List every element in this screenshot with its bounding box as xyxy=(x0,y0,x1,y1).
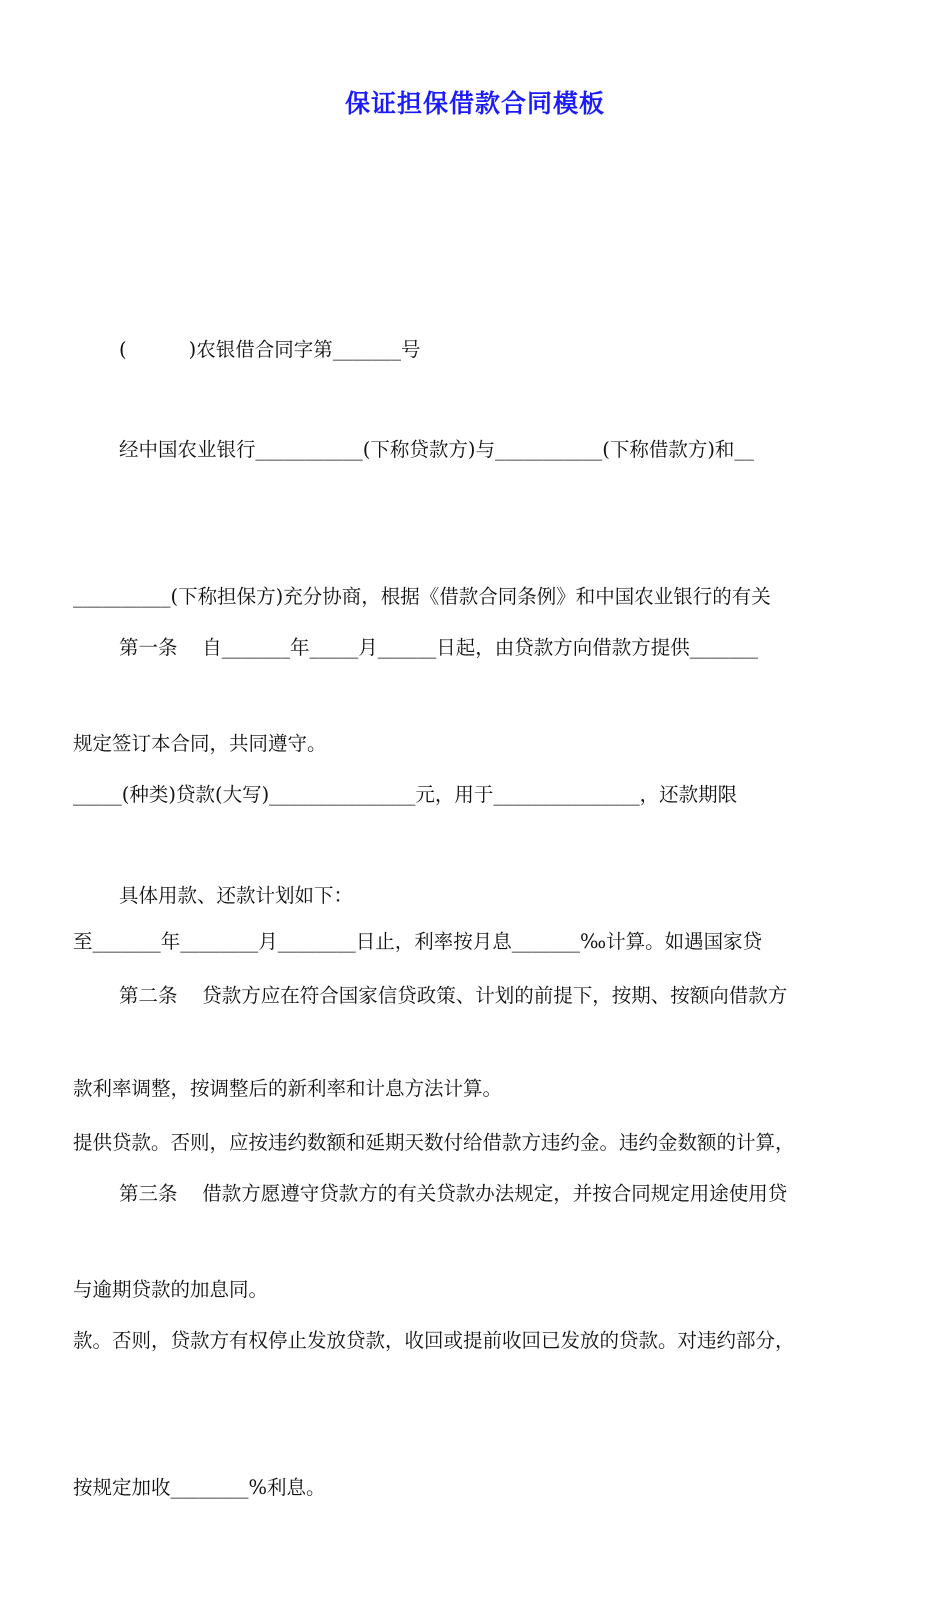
article-2-line: 与逾期贷款的加息同。 xyxy=(73,1278,269,1301)
article-3-paragraph xyxy=(73,1071,883,1610)
article-1-line: 款利率调整，按调整后的新利率和计息方法计算。 xyxy=(73,1077,503,1100)
article-3-line: 按规定加收________%利息。 xyxy=(73,1476,326,1499)
plan-intro-text: 具体用款、还款计划如下： xyxy=(119,884,354,907)
article-3-line: 第三条 借款方愿遵守贷款方的有关贷款办法规定，并按合同规定用途使用贷 xyxy=(119,1182,788,1205)
article-1-line: 至_______年________月________日止，利率按月息_______‰计算。如遇国家贷 xyxy=(73,930,763,953)
article-3-line: 款。否则，贷款方有权停止发放贷款，收回或提前收回已发放的贷款。对违约部分， xyxy=(73,1329,795,1352)
intro-line: 规定签订本合同，共同遵守。 xyxy=(73,732,327,755)
intro-line: 经中国农业银行___________(下称贷款方)与___________(下称借款方)和__ xyxy=(119,438,754,461)
contract-number-text: ( )农银借合同字第_______号 xyxy=(119,338,421,361)
article-2-line: 提供贷款。否则，应按违约数额和延期天数付给借款方违约金。违约金数额的计算， xyxy=(73,1131,795,1154)
intro-line: __________(下称担保方)充分协商，根据《借款合同条例》和中国农业银行的有关 xyxy=(73,585,771,608)
article-2-line: 第二条 贷款方应在符合国家信贷政策、计划的前提下，按期、按额向借款方 xyxy=(119,984,788,1007)
document-title: 保证担保借款合同模板 xyxy=(344,89,605,118)
article-1-line: 第一条 自_______年_____月______日起，由贷款方向借款方提供_______ xyxy=(119,636,759,659)
article-1-line: _____(种类)贷款(大写)_______________元，用于_______________，还款期限 xyxy=(73,783,738,806)
